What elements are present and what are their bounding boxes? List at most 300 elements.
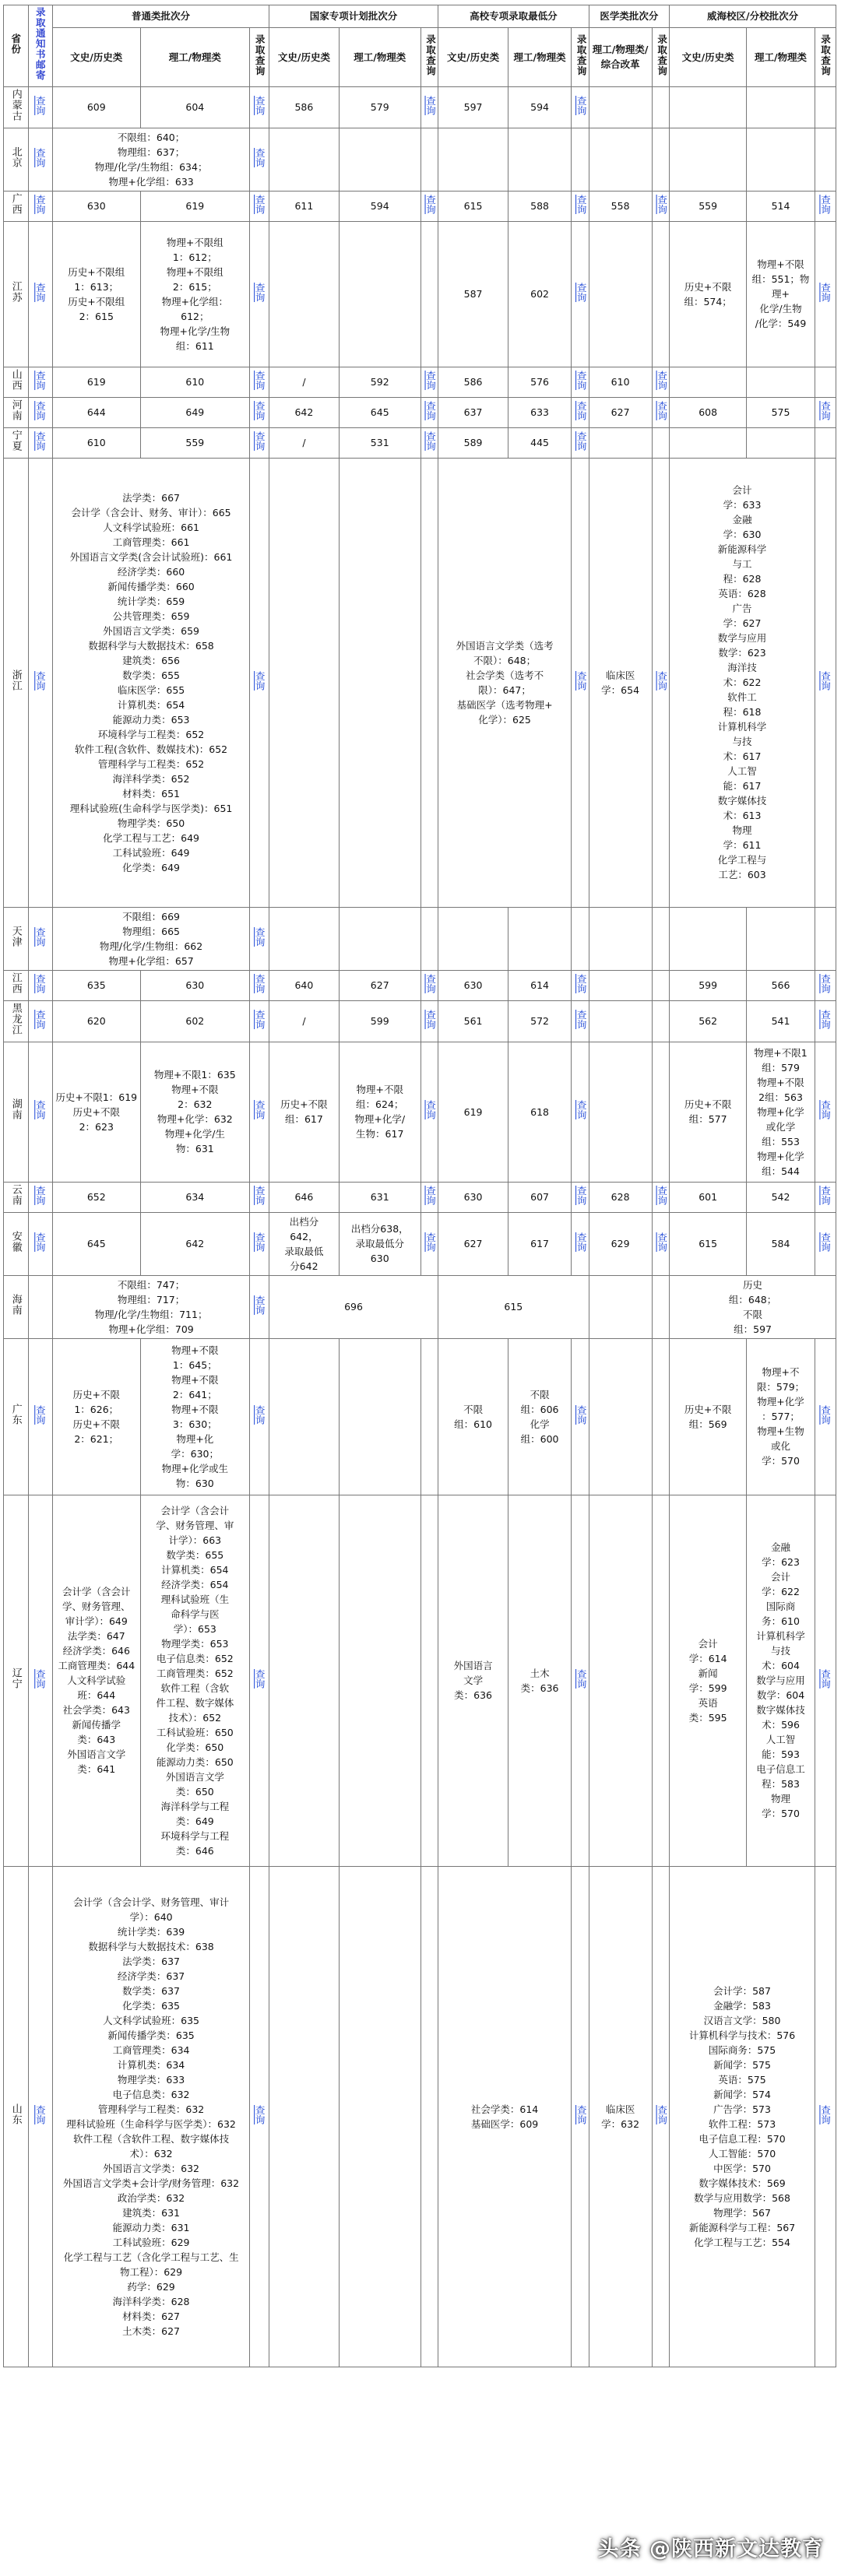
query-cell [652,1338,670,1495]
query-link[interactable]: 查询 [424,1009,437,1029]
query-link[interactable]: 查询 [34,1668,47,1689]
score-cell [269,128,339,191]
province-row [4,1182,836,1212]
query-cell [815,221,836,367]
query-link[interactable]: 查询 [254,194,266,214]
query-link[interactable]: 查询 [575,1100,588,1119]
query-link[interactable]: 查询 [424,1185,437,1205]
score-cell [508,128,572,191]
score-cell: 临床医 学：654 [589,458,652,907]
header-group-regular: 普通类批次分 [53,5,269,28]
score-cell: 572 [508,1000,572,1042]
query-cell [815,86,836,128]
score-cell: 611 [269,191,339,221]
query-cell [420,397,438,427]
score-cell: 会计学：587 金融学：583 汉语言文学：580 计算机科学与技术：576 国际商务：575 新闻学：575 英语：575 新闻学：574 广告学：573 软件工程：573 电子信息工程：570 人工智能：570 中医学：570 数字媒体技术：569 数学与应用数学：568 物理学：567 新能源科学与工程：567 化学工程与工艺：554 [670,1866,815,2367]
score-cell: 不限组：747； 物理组：717； 物理/化学/生物组：711； 物理+化学组：709 [53,1275,250,1338]
header-group-national-special: 国家专项计划批次分 [269,5,438,28]
query-cell [652,1042,670,1182]
province-name: 辽宁 [9,1667,22,1689]
score-cell: 物理+不限 组：551；物理+ 化学/生物 /化学：549 [747,221,815,367]
score-cell: 金融 学：623 会计 学：622 国际商 务：610 计算机科学 与技 术：604 数学与应用 数学：604 数字媒体技 术：596 人工智 能：593 电子信息工 程：583 物理 学：570 [747,1495,815,1866]
query-cell [652,1495,670,1866]
query-cell [572,1042,589,1182]
province-cell [4,367,29,397]
score-cell: 608 [670,397,747,427]
query-link[interactable]: 查询 [254,400,266,420]
query-cell [250,191,269,221]
score-cell: 445 [508,427,572,458]
province-name: 河南 [9,399,22,421]
score-cell: 历史+不限 组：617 [269,1042,339,1182]
query-cell [28,221,53,367]
score-cell: 541 [747,1000,815,1042]
query-link[interactable]: 查询 [254,1668,266,1689]
province-row [4,221,836,367]
query-link[interactable]: 查询 [424,1232,437,1252]
score-cell [589,221,652,367]
score-cell: 法学类：667 会计学（含会计、财务、审计）：665 人文科学试验班：661 工商管理类：661 外国语言文学类(含会计试验班)：661 经济学类：660 新闻传播学类：660 统计学类：659 公共管理类：659 外国语言文学类：659 数据科学与大数据技术：658 建筑类：656 数学类：655 临床医学：655 计算机类：654 能源动力类：653 环境科学与工程类：652 软件工程(含软件、数媒技术)：652 管理科学与工程类：652 海洋科学类：652 材料类：651 理科试验班(生命科学与医学类)：651 物理学类：650 化学工程与工艺：649 工科试验班：649 化学类：649 [53,458,250,907]
score-cell [747,86,815,128]
score-cell: 562 [670,1000,747,1042]
query-cell [28,397,53,427]
query-link[interactable]: 查询 [34,400,47,420]
score-cell: 642 [140,1212,250,1275]
query-link[interactable]: 查询 [819,1009,832,1029]
query-cell [250,86,269,128]
query-cell [28,458,53,907]
query-cell [815,1866,836,2367]
query-cell [652,128,670,191]
query-cell [250,458,269,907]
score-cell: 615 [438,191,508,221]
score-cell: 出档分 642， 录取最低 分642 [269,1212,339,1275]
score-cell: 576 [508,367,572,397]
score-cell: 602 [508,221,572,367]
score-cell: 559 [670,191,747,221]
query-link[interactable]: 查询 [254,1185,266,1205]
header-query: 录取查询 [572,27,589,86]
province-row [4,907,836,970]
query-cell [28,1866,53,2367]
score-cell: 594 [508,86,572,128]
score-cell [589,907,652,970]
province-row [4,970,836,1000]
query-link[interactable]: 查询 [34,670,47,691]
query-cell [250,221,269,367]
province-row [4,86,836,128]
province-name: 云南 [9,1183,22,1206]
query-link[interactable]: 查询 [424,400,437,420]
score-cell: 637 [438,397,508,427]
score-cell: / [269,1000,339,1042]
query-cell [815,458,836,907]
province-row [4,1042,836,1182]
score-cell: 610 [140,367,250,397]
query-link[interactable]: 查询 [656,2104,668,2124]
query-link[interactable]: 查询 [656,1232,668,1252]
query-cell [572,367,589,397]
query-cell [420,367,438,397]
query-link[interactable]: 查询 [34,194,47,214]
score-cell: 628 [589,1182,652,1212]
score-cell: 615 [438,1275,589,1338]
query-link[interactable]: 查询 [254,926,266,947]
province-cell [4,397,29,427]
query-link[interactable]: 查询 [34,1404,47,1425]
score-cell [269,1866,339,2367]
score-cell: 历史+不限 组：569 [670,1338,747,1495]
query-link[interactable]: 查询 [656,370,668,390]
province-row [4,1000,836,1042]
province-cell [4,1275,29,1338]
province-cell [4,458,29,907]
province-row [4,1866,836,2367]
query-cell [250,1338,269,1495]
score-cell: 579 [339,86,420,128]
score-cell [589,1042,652,1182]
score-cell: 644 [53,397,141,427]
score-cell: 645 [339,397,420,427]
score-cell: 物理+不限1 组：579 物理+不限 2组：563 物理+化学 或化学 组：553 物理+化学 组：544 [747,1042,815,1182]
score-cell: 531 [339,427,420,458]
query-link[interactable]: 查询 [656,1185,668,1205]
header-science: 理工/物理类 [140,27,250,86]
score-cell: 649 [140,397,250,427]
score-cell: 617 [508,1212,572,1275]
header-query: 录取查询 [250,27,269,86]
score-cell: 不限 组：610 [438,1338,508,1495]
query-cell [420,1042,438,1182]
province-row [4,191,836,221]
query-cell [815,1042,836,1182]
query-cell [652,86,670,128]
query-link[interactable]: 查询 [34,1185,47,1205]
query-cell [420,221,438,367]
score-cell: 物理+不限 1：645； 物理+不限 2：641； 物理+不限 3：630； 物理+化 学：630； 物理+化学或生 物：630 [140,1338,250,1495]
header-science: 理工/物理类 [747,27,815,86]
score-cell: 会计学（含会计 学、财务管理、审 计学）：663 数学类：655 计算机类：654 经济学类：654 理科试验班（生 命科学与医 学）：653 物理学类：653 电子信息类：652 工商管理类：652 软件工程（含软 件工程、数字媒体 技术）：652 工科试验班：650 化学类：650 能源动力类：650 外国语言文学 类：650 海洋科学与工程 类：649 环境科学与工程 类：646 [140,1495,250,1866]
header-arts: 文史/历史类 [670,27,747,86]
score-cell: 634 [140,1182,250,1212]
query-cell [420,86,438,128]
header-arts: 文史/历史类 [438,27,508,86]
score-cell [747,427,815,458]
header-arts: 文史/历史类 [53,27,141,86]
score-cell [670,367,747,397]
query-cell [815,970,836,1000]
query-cell [572,1182,589,1212]
query-cell [250,128,269,191]
query-link[interactable]: 查询 [254,282,266,302]
score-cell [589,86,652,128]
score-cell [589,1495,652,1866]
score-cell [269,1338,339,1495]
header-group-medical: 医学类批次分 [589,5,670,28]
query-link[interactable]: 查询 [424,973,437,993]
query-link[interactable]: 查询 [254,370,266,390]
province-name: 海南 [9,1293,22,1316]
query-link[interactable]: 查询 [819,973,832,993]
query-cell [420,970,438,1000]
province-cell [4,128,29,191]
query-link[interactable]: 查询 [34,973,47,993]
query-cell [250,427,269,458]
query-link[interactable]: 查询 [254,95,266,115]
score-cell: 会计 学：633 金融 学：630 新能源科学 与工 程：628 英语：628 广告 学：627 数学与应用 数学：623 海洋技 术：622 软件工 程：618 计算机科学 与技 术：617 人工智 能：617 数字媒体技 术：613 物理 学：611 化学工程与 工艺：603 [670,458,815,907]
score-cell: 614 [508,970,572,1000]
query-cell [572,458,589,907]
query-cell [250,970,269,1000]
query-cell [28,128,53,191]
query-link[interactable]: 查询 [819,282,832,302]
score-cell: 619 [438,1042,508,1182]
query-link[interactable]: 查询 [424,1100,437,1119]
score-cell [269,221,339,367]
query-cell [652,1866,670,2367]
query-cell [420,128,438,191]
query-cell [572,221,589,367]
score-cell: / [269,427,339,458]
query-link[interactable]: 查询 [34,147,47,167]
score-cell [339,128,420,191]
query-cell [815,907,836,970]
query-cell [572,1212,589,1275]
header-group-row [4,5,836,28]
score-cell [670,86,747,128]
province-cell [4,1182,29,1212]
score-cell [747,907,815,970]
query-cell [815,1495,836,1866]
province-cell [4,907,29,970]
query-cell [652,970,670,1000]
score-cell [589,128,652,191]
query-cell [250,1212,269,1275]
province-row [4,458,836,907]
query-cell [572,128,589,191]
query-cell [28,1212,53,1275]
query-link[interactable]: 查询 [819,670,832,691]
query-link[interactable]: 查询 [575,400,588,420]
score-cell: 社会学类：614 基础医学：609 [438,1866,572,2367]
query-link[interactable]: 查询 [575,194,588,214]
query-link[interactable]: 查询 [254,431,266,451]
score-cell: 619 [53,367,141,397]
query-link[interactable]: 查询 [575,1232,588,1252]
query-link[interactable]: 查询 [656,194,668,214]
province-row [4,367,836,397]
score-cell [589,1338,652,1495]
query-cell [28,1042,53,1182]
score-cell [670,128,747,191]
query-link[interactable]: 查询 [254,2104,266,2124]
province-name: 内蒙古 [9,88,22,121]
query-cell [815,1212,836,1275]
query-link[interactable]: 查询 [254,1295,266,1315]
query-link[interactable]: 查询 [34,370,47,390]
query-link[interactable]: 查询 [819,194,832,214]
query-link[interactable]: 查询 [575,670,588,691]
query-link[interactable]: 查询 [34,1100,47,1119]
province-cell [4,1000,29,1042]
score-cell: 592 [339,367,420,397]
score-cell: 542 [747,1182,815,1212]
score-cell: 640 [269,970,339,1000]
score-cell: 物理+不限 组：624； 物理+化学/ 生物：617 [339,1042,420,1182]
query-link[interactable]: 查询 [254,1100,266,1119]
query-cell [815,367,836,397]
query-cell [815,128,836,191]
query-cell [250,1042,269,1182]
query-link[interactable]: 查询 [656,400,668,420]
query-cell [250,367,269,397]
query-link[interactable]: 查询 [34,282,47,302]
header-notice: 录取通知书邮寄 [28,5,53,87]
header-sub-row [4,27,836,86]
score-cell: 620 [53,1000,141,1042]
query-cell [652,1275,670,1338]
score-cell: 会计学（含会计 学、财务管理、 审计学）：649 法学类：647 经济学类：646 工商管理类：644 人文科学试验 班：644 社会学类：643 新闻传播学 类：643 外国语言文学 类：641 [53,1495,141,1866]
query-link[interactable]: 查询 [575,973,588,993]
header-medical: 理工/物理类/综合改革 [589,27,652,86]
score-cell: 619 [140,191,250,221]
header-query: 录取查询 [815,27,836,86]
query-link[interactable]: 查询 [575,1668,588,1689]
query-cell [250,397,269,427]
query-link[interactable]: 查询 [575,1404,588,1425]
query-link[interactable]: 查询 [819,1404,832,1425]
score-cell: 646 [269,1182,339,1212]
query-link[interactable]: 查询 [34,1009,47,1029]
query-link[interactable]: 查询 [819,2104,832,2124]
score-cell [589,1000,652,1042]
province-row [4,1495,836,1866]
score-cell: 物理+不 限：579； 物理+化学 ：577； 物理+生物 或化 学：570 [747,1338,815,1495]
query-link[interactable]: 查询 [424,194,437,214]
province-cell [4,1042,29,1182]
query-cell [28,427,53,458]
query-link[interactable]: 查询 [424,95,437,115]
query-cell [28,907,53,970]
query-link[interactable]: 查询 [575,431,588,451]
score-cell: 土木 类：636 [508,1495,572,1866]
query-cell [420,458,438,907]
score-cell: 出档分638， 录取最低分 630 [339,1212,420,1275]
query-link[interactable]: 查询 [254,1404,266,1425]
query-cell [28,1182,53,1212]
query-link[interactable]: 查询 [424,370,437,390]
score-cell [747,367,815,397]
query-link[interactable]: 查询 [819,1232,832,1252]
query-cell [250,907,269,970]
province-name: 山西 [9,368,22,391]
query-link[interactable]: 查询 [254,670,266,691]
query-cell [652,907,670,970]
score-cell: 559 [140,427,250,458]
score-cell: 575 [747,397,815,427]
query-link[interactable]: 查询 [424,431,437,451]
query-link[interactable]: 查询 [575,370,588,390]
query-cell [572,970,589,1000]
score-cell: 615 [670,1212,747,1275]
score-cell [589,1275,652,1338]
query-link[interactable]: 查询 [34,1232,47,1252]
score-cell [438,128,508,191]
score-cell: 604 [140,86,250,128]
score-cell: 645 [53,1212,141,1275]
score-cell: 588 [508,191,572,221]
query-link[interactable]: 查询 [819,1185,832,1205]
query-link[interactable]: 查询 [819,400,832,420]
query-link[interactable]: 查询 [575,1185,588,1205]
province-cell [4,1338,29,1495]
score-cell: 629 [589,1212,652,1275]
query-link[interactable]: 查询 [34,431,47,451]
query-cell [420,1338,438,1495]
query-cell [420,1866,438,2367]
query-cell [420,1000,438,1042]
score-cell: 610 [53,427,141,458]
query-link[interactable]: 查询 [575,282,588,302]
score-cell: 609 [53,86,141,128]
query-cell [420,1212,438,1275]
score-cell: 652 [53,1182,141,1212]
query-cell [652,1182,670,1212]
query-link[interactable]: 查询 [254,973,266,993]
score-cell: 630 [140,970,250,1000]
query-link[interactable]: 查询 [656,670,668,691]
header-query: 录取查询 [420,27,438,86]
query-cell [652,191,670,221]
query-link[interactable]: 查询 [254,147,266,167]
query-link[interactable]: 查询 [819,1668,832,1689]
query-link[interactable]: 查询 [34,95,47,115]
score-cell: 历史+不限组 1：613； 历史+不限组 2：615 [53,221,141,367]
query-link[interactable]: 查询 [254,1232,266,1252]
query-cell [815,1338,836,1495]
query-cell [28,970,53,1000]
score-cell: 642 [269,397,339,427]
score-cell [339,1338,420,1495]
query-link[interactable]: 查询 [575,2104,588,2124]
query-cell [420,427,438,458]
query-link[interactable]: 查询 [575,95,588,115]
query-cell [28,1275,53,1338]
query-cell [652,221,670,367]
query-link[interactable]: 查询 [819,1100,832,1119]
query-link[interactable]: 查询 [34,926,47,947]
query-cell [815,427,836,458]
query-link[interactable]: 查询 [34,2104,47,2124]
score-cell: 566 [747,970,815,1000]
province-cell [4,427,29,458]
header-arts: 文史/历史类 [269,27,339,86]
province-cell [4,1212,29,1275]
score-cell: 594 [339,191,420,221]
watermark: 头条 @陕西新文达教育 [597,2537,824,2561]
query-cell [652,1212,670,1275]
query-cell [572,1866,589,2367]
province-row [4,128,836,191]
province-row [4,397,836,427]
query-link[interactable]: 查询 [575,1009,588,1029]
score-cell: 586 [438,367,508,397]
province-name: 黑龙江 [9,1002,22,1035]
score-cell [339,221,420,367]
query-link[interactable]: 查询 [254,1009,266,1029]
province-row [4,1275,836,1338]
query-cell [572,1338,589,1495]
